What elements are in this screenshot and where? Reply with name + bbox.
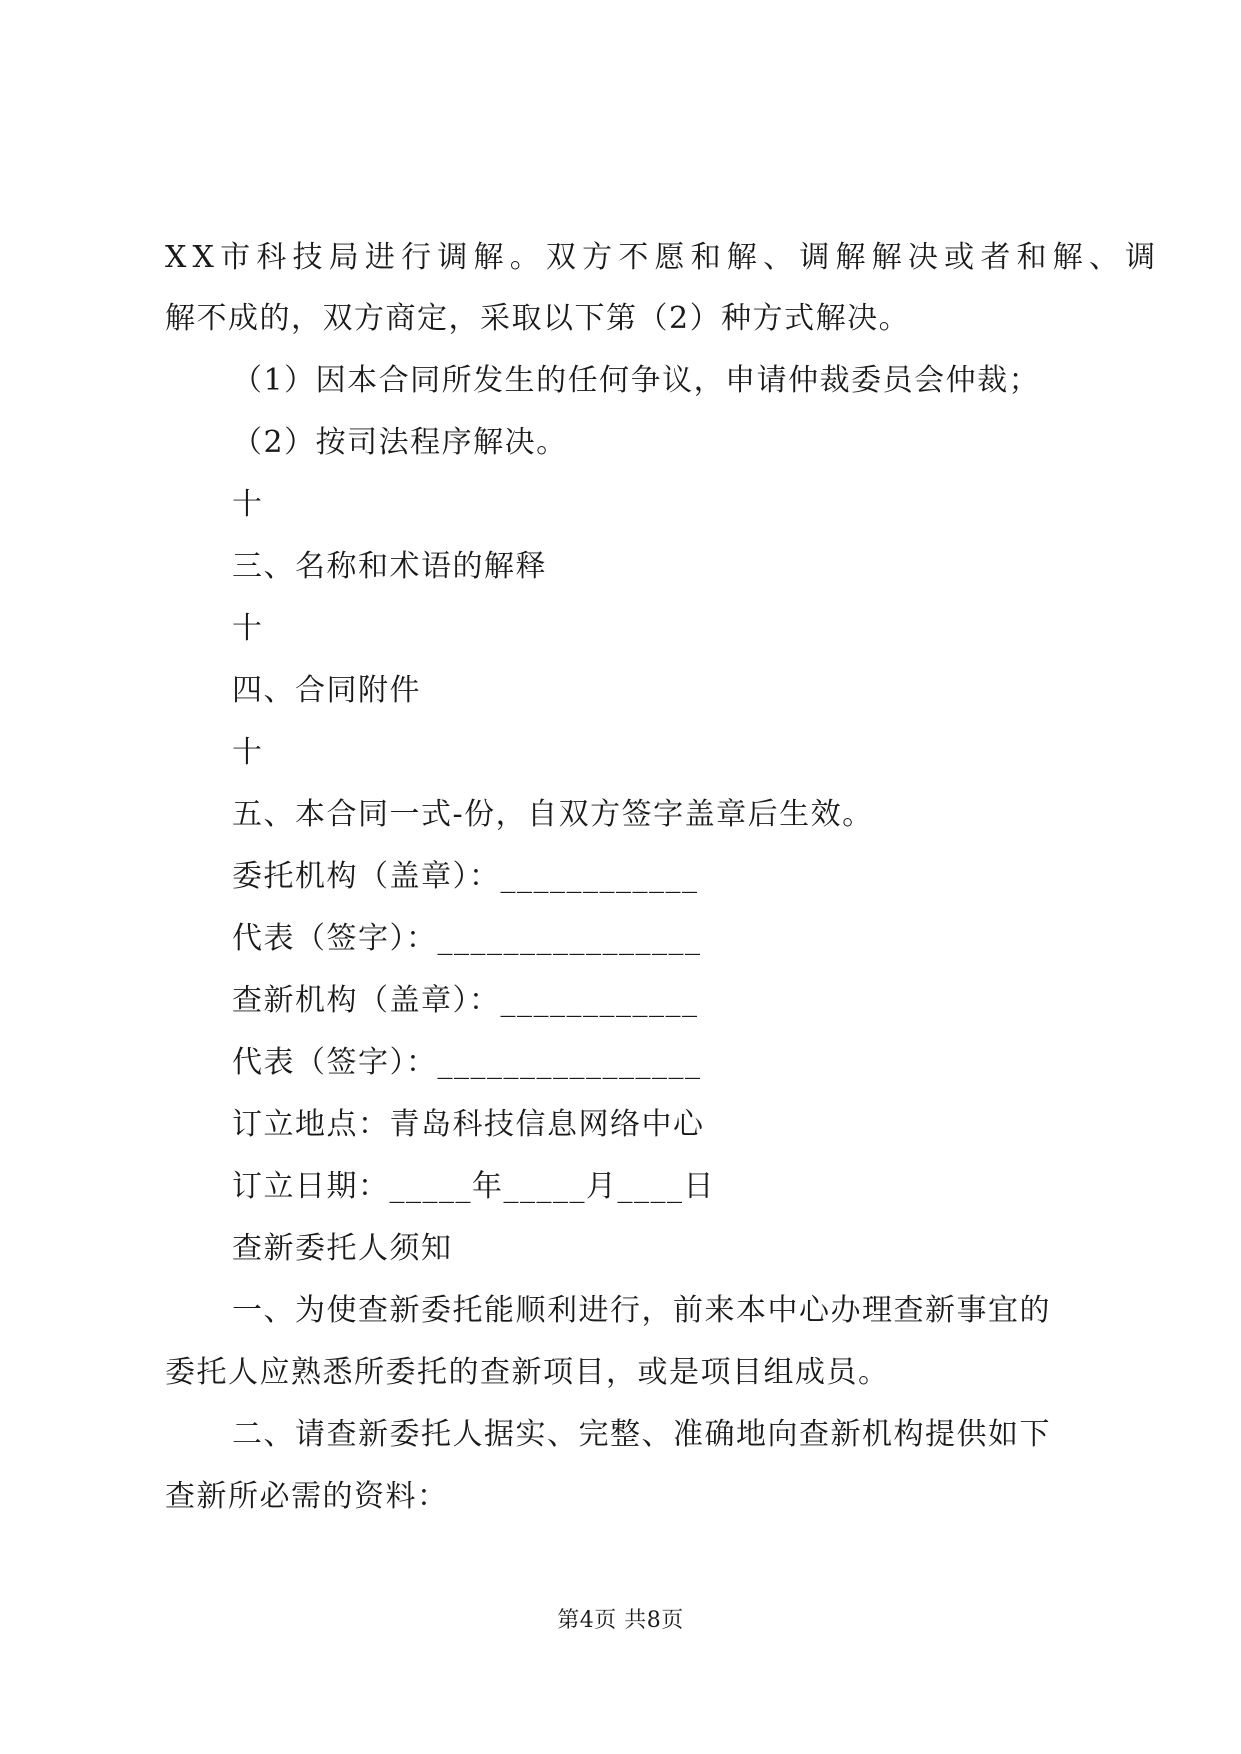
- paragraph-line: （1）因本合同所发生的任何争议，申请仲裁委员会仲裁；: [232, 363, 1041, 398]
- paragraph-line: 委托人应熟悉所委托的查新项目，或是项目组成员。: [165, 1355, 890, 1390]
- section-number: 十: [232, 611, 264, 646]
- signature-line: 委托机构（盖章）：____________: [232, 859, 699, 894]
- page-number-footer: 第4页 共8页: [557, 1608, 684, 1633]
- paragraph-line: 解不成的，双方商定，采取以下第（2）种方式解决。: [165, 301, 911, 336]
- paragraph-line: XX市科技局进行调解。双方不愿和解、调解解决或者和解、调: [165, 240, 1162, 275]
- section-heading: 三、名称和术语的解释: [232, 549, 547, 584]
- date-line: 订立日期：_____年_____月____日: [232, 1169, 715, 1204]
- notice-title: 查新委托人须知: [232, 1231, 453, 1266]
- section-heading: 四、合同附件: [232, 673, 421, 708]
- signature-line: 代表（签字）：________________: [232, 921, 702, 956]
- section-number: 十: [232, 487, 264, 522]
- place-line: 订立地点：青岛科技信息网络中心: [232, 1107, 705, 1142]
- signature-line: 代表（签字）：________________: [232, 1045, 702, 1080]
- section-heading: 五、本合同一式-份，自双方签字盖章后生效。: [232, 797, 874, 832]
- signature-line: 查新机构（盖章）：____________: [232, 983, 699, 1018]
- paragraph-line: 二、请查新委托人据实、完整、准确地向查新机构提供如下: [232, 1417, 1051, 1452]
- paragraph-line: 查新所必需的资料：: [165, 1479, 449, 1514]
- paragraph-line: （2）按司法程序解决。: [232, 425, 568, 460]
- section-number: 十: [232, 735, 264, 770]
- paragraph-line: 一、为使查新委托能顺利进行，前来本中心办理查新事宜的: [232, 1293, 1051, 1328]
